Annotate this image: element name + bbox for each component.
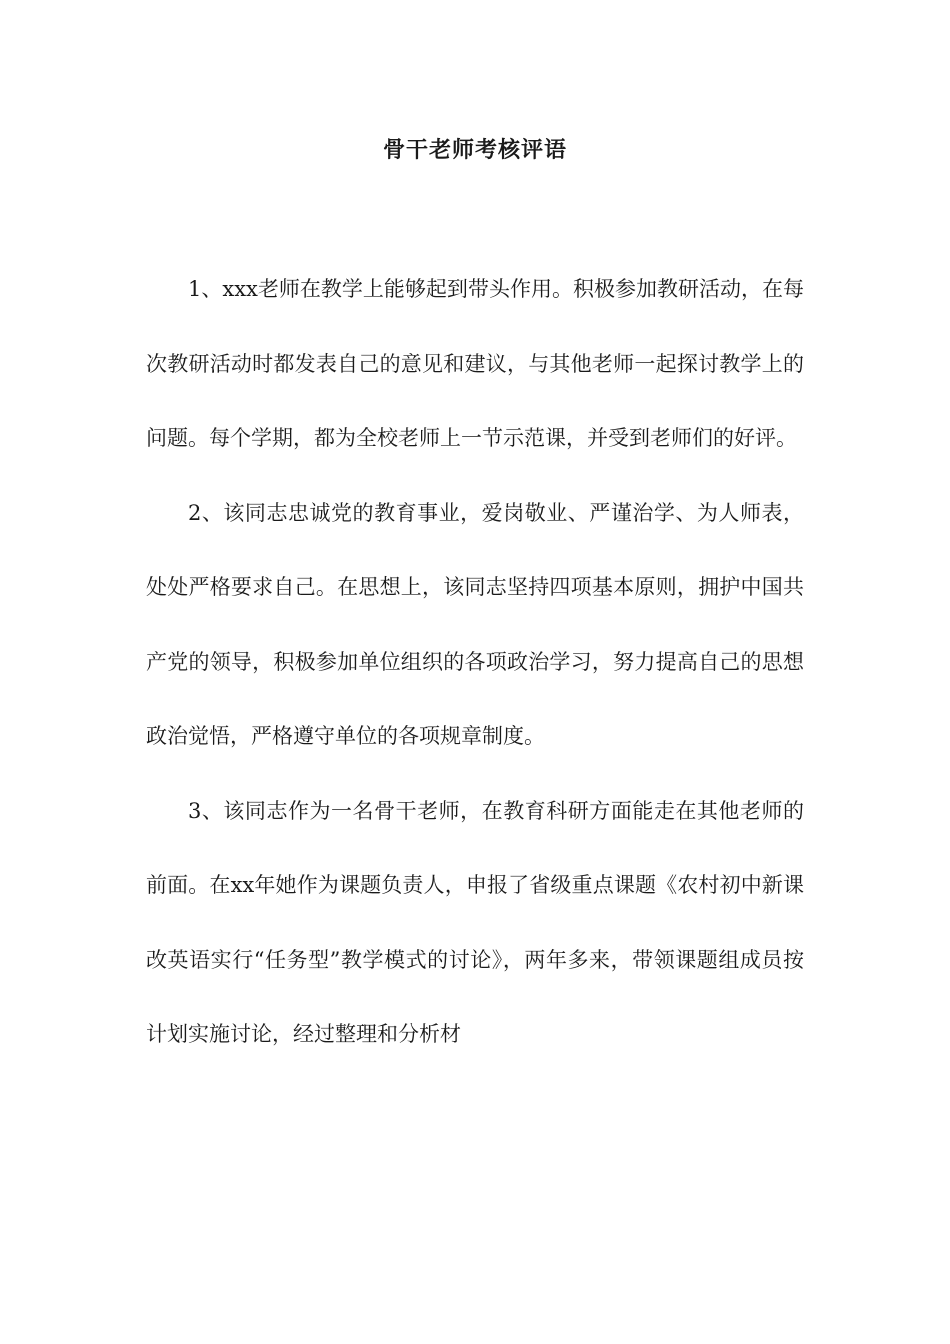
document-title: 骨干老师考核评语 bbox=[382, 138, 567, 163]
paragraph-3: 3、该同志作为一名骨干老师，在教育科研方面能走在其他老师的前面。在xx年她作为课题负责人，申报了省级重点课题《农村初中新课改英语实行“任务型”教学模式的讨论》，两年多来，带领课题组成员按计划实施讨论，经过整理和分析材 bbox=[146, 798, 804, 1046]
paragraph-1: 1、xxx老师在教学上能够起到带头作用。积极参加教研活动，在每次教研活动时都发表自己的意见和建议，与其他老师一起探讨教学上的问题。每个学期，都为全校老师上一节示范课，并受到老师们的好评。 bbox=[146, 277, 804, 450]
document-body bbox=[146, 252, 804, 1072]
paragraph-2: 2、该同志忠诚党的教育事业，爱岗敬业、严谨治学、为人师表，处处严格要求自己。在思想上，该同志坚持四项基本原则，拥护中国共产党的领导，积极参加单位组织的各项政治学习，努力提高自己的思想政治觉悟，严格遵守单位的各项规章制度。 bbox=[146, 500, 804, 748]
